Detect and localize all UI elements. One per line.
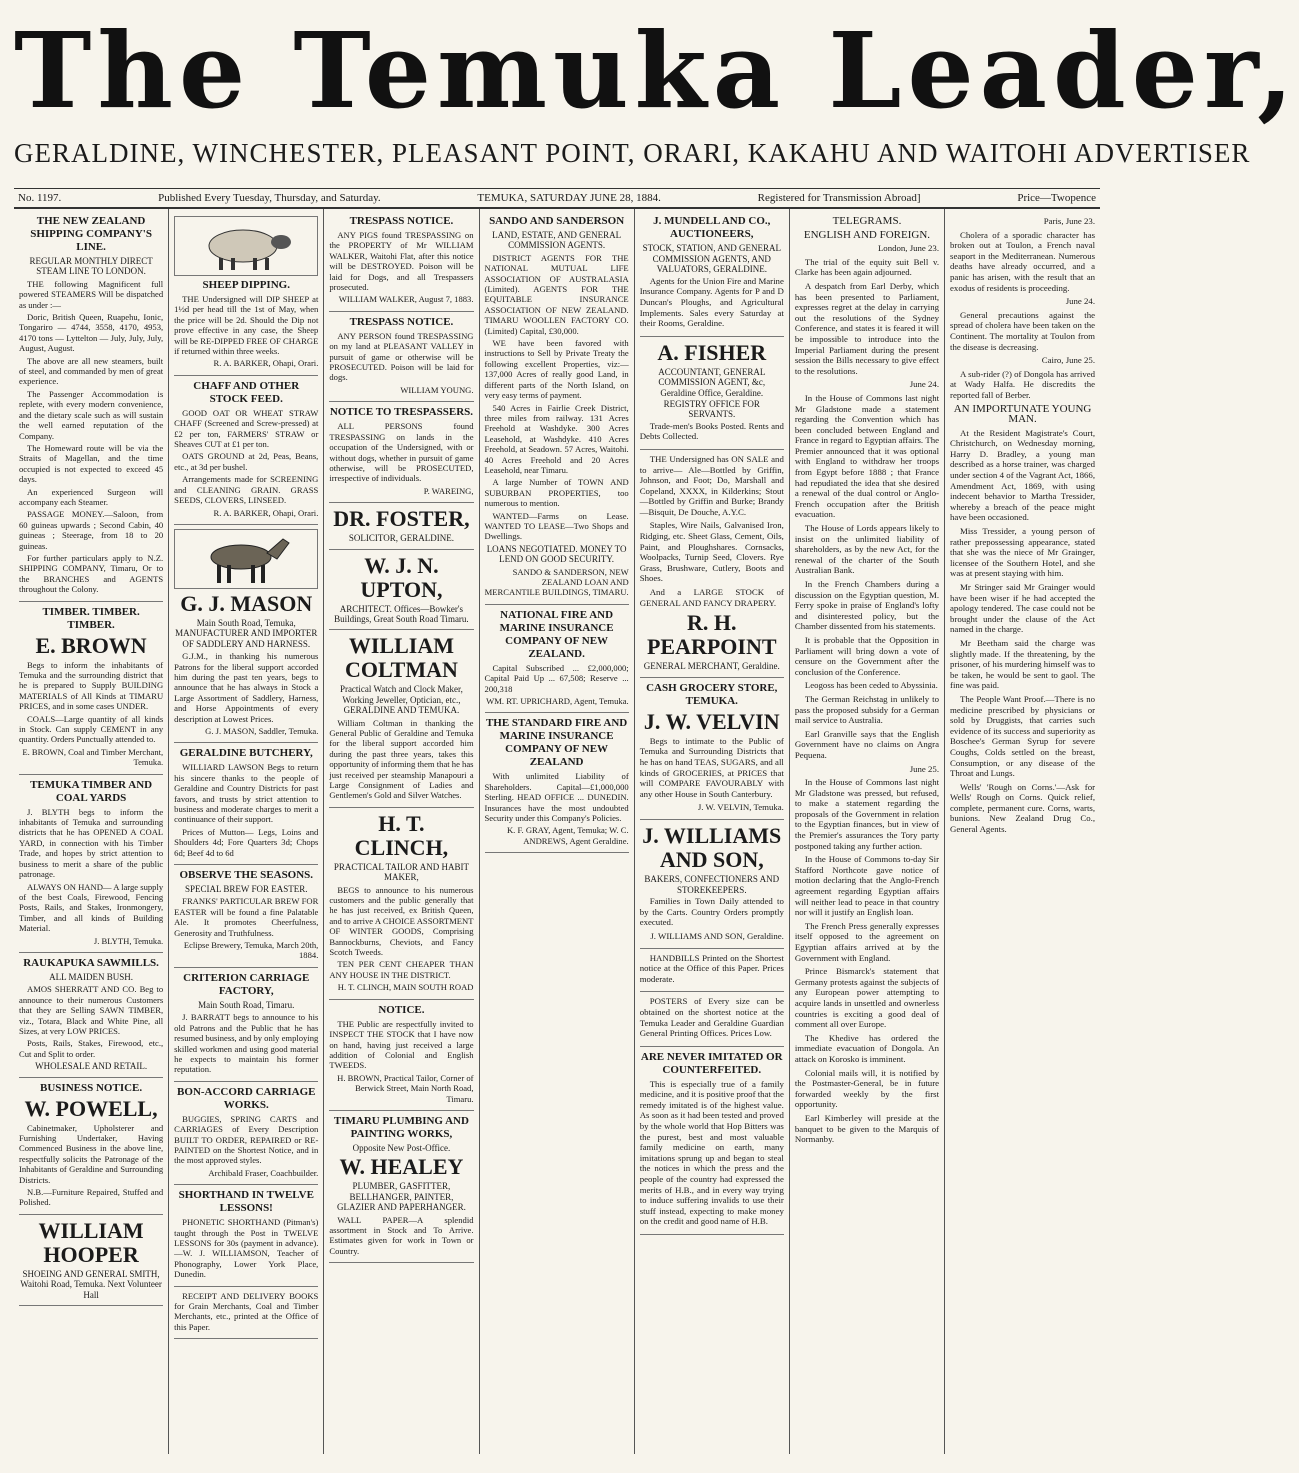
ad-text: GOOD OAT OR WHEAT STRAW CHAFF (Screened and Screw-pressed) at £2 per ton, FARMERS' STRAW or Sheaves CUT at £1 per ton. — [174, 407, 319, 450]
news-paragraph: Earl Granville says that the English Government have no claims on Angra Pequena. — [794, 728, 940, 760]
ad-text: The above are all new steamers, built of steel, and commanded by men of great experience. — [19, 355, 164, 387]
sheep-illustration — [174, 216, 318, 276]
butchery-advert — [174, 747, 318, 865]
ad-text: Begs to intimate to the Public of Temuka and Surrounding Districts that he has on hand TEAS, SUGARS, and all kinds of GROCERIES, at PRICES that will COMPARE FAVOURABLY with any other House in South Canterbury. — [639, 735, 784, 799]
ad-text: With unlimited Liability of Shareholders. Capital—£1,000,000 Sterling. HEAD OFFICE ... DUNEDIN. Insurances have the most undoubted Security under this Company's Policies. — [484, 771, 629, 824]
sawmills-advert — [19, 957, 163, 1078]
masthead — [14, 0, 1299, 188]
ad-subheading: PLUMBER, GASFITTER, BELLHANGER, PAINTER, GLAZIER AND PAPERHANGER. — [336, 1181, 466, 1213]
ad-text: HANDBILLS Printed on the Shortest notice at the Office of this Paper. Prices moderate. — [639, 952, 784, 984]
ad-heading: TRESPASS NOTICE. — [349, 215, 454, 227]
dateline-london: London, June 23. — [877, 243, 940, 254]
ad-heading: NOTICE. — [378, 1003, 425, 1016]
trespass-notice-walker — [329, 215, 473, 312]
ad-signature: G. J. MASON, Saddler, Temuka. — [205, 725, 319, 736]
ad-name: J. WILLIAMS AND SON, — [642, 822, 782, 872]
ad-name: A. FISHER — [657, 339, 767, 365]
solicitor-advert — [329, 507, 473, 549]
newspaper-subtitle: GERALDINE, WINCHESTER, PLEASANT POINT, ORARI, KAKAHU AND WAITOHI ADVERTISER — [14, 138, 1251, 168]
news-date: June 25. — [909, 763, 940, 774]
ad-heading: TRESPASS NOTICE. — [349, 315, 454, 328]
ad-heading: SANDO AND SANDERSON — [489, 215, 625, 227]
ad-signature: J. BLYTH, Temuka. — [93, 935, 164, 946]
column-5 — [635, 209, 790, 1454]
ad-name: WILLIAM COLTMAN — [344, 633, 458, 683]
ad-subheading: SPECIAL BREW FOR EASTER. — [185, 884, 308, 895]
price: Price—Twopence — [1017, 192, 1096, 204]
ad-heading: THE NEW ZEALAND SHIPPING COMPANY'S LINE. — [30, 215, 152, 253]
tailor-advert — [329, 812, 473, 1000]
column-4 — [480, 209, 635, 1454]
news-date: June 24. — [909, 379, 940, 390]
ad-text: Arrangements made for SCREENING and CLEANING GRAIN. GRASS SEEDS, CLOVERS, LINSEED. — [174, 474, 319, 506]
column-3 — [324, 209, 479, 1454]
ad-signature: E. BROWN, Coal and Timber Merchant, Temuka. — [22, 746, 164, 768]
ad-text: A large Number of TOWN AND SUBURBAN PROPERTIES, too numerous to mention. — [484, 477, 629, 509]
ad-text: WE have been favored with instructions to Sell by Private Treaty the following excellent Properties, viz:— 137,000 Acres of really good Land, in different parts of the North Island, on very easy terms of payment. — [484, 338, 629, 401]
ad-text: ALWAYS ON HAND— A large supply of the best Coals, Firewood, Fencing Posts, Rails, and Stakes, Ironmongery, Timber, and all kinds of Building Material. — [19, 881, 164, 934]
ad-subheading: WHOLESALE AND RETAIL. — [35, 1061, 148, 1072]
news-paragraph: Colonial mails will, it is notified by the Postmaster-General, be in future forwarded weekly by the first opportunity. — [794, 1067, 940, 1110]
plumbing-advert — [329, 1115, 473, 1263]
grocery-advert — [640, 682, 784, 820]
hop-bitters-advert — [640, 1051, 784, 1235]
ad-text: TEN PER CENT CHEAPER THAN ANY HOUSE IN THE DISTRICT. — [329, 959, 474, 980]
ad-heading: TEMUKA TIMBER AND COAL YARDS — [30, 778, 153, 804]
ad-signature: J. WILLIAMS AND SON, Geraldine. — [650, 930, 784, 941]
ad-signature: H. T. CLINCH, MAIN SOUTH ROAD — [337, 982, 474, 993]
ad-text: THE following Magnificent full powered STEAMERS Will be dispatched as under :— — [19, 278, 164, 310]
ad-text: AMOS SHERRATT AND CO. Beg to announce to their numerous Customers that they are Selling SAWN TIMBER, viz., Totara, Black and White Pine, all Sizes, at very LOW PRICES. — [19, 984, 164, 1036]
telegrams-heading: TELEGRAMS. — [832, 215, 902, 227]
ad-name: J. W. VELVIN — [643, 708, 780, 734]
news-paragraph: The House of Lords appears likely to insist on the unlimited liability of shareholders, as by the new Act, for the renewal of the charter of the South Australian Bank. — [794, 523, 940, 576]
national-insurance-advert — [485, 609, 629, 714]
ad-text: For further particulars apply to N.Z. SHIPPING COMPANY, Timaru, Or to the BRANCHES and AGENTS throughout the Colony. — [19, 552, 164, 595]
ad-text: G.J.M., in thanking his numerous Patrons for the liberal support accorded him during the past ten years, begs to announce that he has always in Stock a Large Assortment of Saddlery, Harness, and Horse Appointments of every description at Lowest Prices. — [174, 651, 319, 724]
ad-heading: THE STANDARD FIRE AND MARINE INSURANCE COMPANY OF NEW ZEALAND — [485, 717, 628, 769]
news-paragraph: Prince Bismarck's statement that Germany protests against the subjects of any European power attempting to acquire lands in unsettled and ownerless countries is exciting a good deal of comment all over Europe. — [794, 966, 940, 1030]
ad-subheading: SHOEING AND GENERAL SMITH, Waitohi Road, Temuka. Next Volunteer Hall — [20, 1268, 162, 1300]
ad-text: The Homeward route will be via the Straits of Magellan, and the time occupied is not expected to exceed 45 days. — [19, 442, 164, 485]
ad-text: William Coltman in thanking the General Public of Geraldine and Temuka for the liberal support accorded him during the past three years, takes this opportunity of informing them that he has just received per steamship Manapouri a Large Consignment of Ladies and Gentlemen's Gold and Silver Watches. — [329, 717, 474, 801]
carriage-works-advert — [174, 1086, 318, 1185]
dateline — [14, 188, 1100, 209]
ad-text: WANTED—Farms on Lease. WANTED TO LEASE—Two Shops and Dwellings. — [484, 510, 629, 542]
ad-subheading: Practical Watch and Clock Maker, Working Jeweller, Optician, etc., GERALDINE AND TEMUKA. — [339, 684, 463, 716]
ad-text: J. BARRATT begs to announce to his old Patrons and the Public that he has resumed business, and by only employing skilled workmen and using good material he expects to maintain his former reputation. — [174, 1012, 319, 1075]
ad-text: PHONETIC SHORTHAND (Pitman's) taught through the Post in TWELVE LESSONS for 30s (payment in advance).—W. J. WILLIAMSON, Teacher of Phonography, Lower York Place, Dunedin. — [174, 1217, 319, 1280]
sheep-dipping-advert — [174, 216, 318, 376]
horse-icon — [191, 533, 301, 585]
bakers-advert — [640, 824, 784, 949]
ad-heading: CASH GROCERY STORE, TEMUKA. — [646, 681, 778, 707]
ad-text: Families in Town Daily attended to by the Carts. Country Orders promptly executed. — [639, 896, 784, 928]
ad-heading: RAUKAPUKA SAWMILLS. — [23, 956, 159, 969]
ad-name: W. HEALEY — [339, 1154, 464, 1180]
ad-subheading: REGULAR MONTHLY DIRECT STEAM LINE TO LONDON. — [29, 256, 153, 277]
business-notice-advert — [19, 1082, 163, 1215]
news-paragraph: Cholera of a sporadic character has broken out at Toulon, a French naval seaport in the Mediterranean. Numerous deaths have already occurred, and a panic has arisen, with the result that an exodus of residents is proceeding. — [950, 229, 1096, 293]
ad-subheading: Main South Road, Temuka, MANUFACTURER AND IMPORTER OF SADDLERY AND HARNESS. — [175, 617, 318, 649]
news-paragraph: The People Want Proof.—There is no medicine prescribed by physicians or sold by Druggists, that carries such evidence of its success and superiority as Boschee's German Syrup for severe Coughs, Colds settled on the breast, Consumption, or any disease of the Throat and Lungs. — [950, 693, 1096, 779]
column-1 — [14, 209, 169, 1454]
news-paragraph: A despatch from Earl Derby, which has been presented to Parliament, expresses regret at the delay in carrying out the resolutions of the Sydney Conference, and states it is feared it will be impossible to introduce into the Imperial Parliament during the present session the Bills necessary to give effect to the resolutions. — [794, 280, 940, 376]
ad-text: J. BLYTH begs to inform the inhabitants of Temuka and surrounding districts that he has OPENED A COAL YARD, in connection with his Timber Trade, and hopes by strict attention to business to merit a share of the public patronage. — [19, 806, 164, 880]
ad-text: WILLIARD LAWSON Begs to return his sincere thanks to the people of Geraldine and Country Districts for past favors, and trusts by strict attention to business and moderate charges to merit a continuance of their support. — [174, 762, 319, 825]
ad-text: PASSAGE MONEY.—Saloon, from 60 guineas upwards ; Second Cabin, 40 guineas ; Steerage, from 18 to 20 guineas. — [19, 509, 164, 551]
ad-heading: ARE NEVER IMITATED OR COUNTERFEITED. — [640, 1050, 783, 1076]
ad-text: N.B.—Furniture Repaired, Stuffed and Polished. — [19, 1187, 164, 1208]
ad-text: DISTRICT AGENTS FOR THE NATIONAL MUTUAL LIFE ASSOCIATION OF AUSTRALASIA (Limited). AGENTS FOR THE EQUITABLE INSURANCE ASSOCIATION OF NEW ZEALAND. TIMARU WOOLLEN FACTORY CO. (Limited) Capital, £30,000. — [484, 252, 629, 336]
saddlery-advert — [174, 529, 318, 743]
ad-text: BEGS to announce to his numerous customers and the public generally that he has just received, ex British Queen, and to arrive A CHOICE ASSORTMENT OF WINTER GOODS, Comprising Bannockburns, Cheviots, and Fancy Scotch Tweeds. — [329, 884, 474, 958]
ad-signature: WM. RT. UPRICHARD, Agent, Temuka. — [486, 696, 629, 707]
ad-text: COALS—Large quantity of all kinds in Stock. Can supply CEMENT in any quantity. Orders Punctually attended to. — [19, 713, 164, 745]
accountant-advert — [640, 341, 784, 450]
news-date: June 24. — [1065, 296, 1096, 307]
ad-text: Begs to inform the inhabitants of Temuka and the surrounding district that he is prepared to Supply BUILDING MATERIALS of All Kinds at TIMARU PRICES, and in some cases UNDER. — [19, 659, 164, 712]
ad-signature: Archibald Fraser, Coachbuilder. — [208, 1167, 319, 1178]
ad-signature: Eclipse Brewery, Temuka, March 20th, 1884. — [183, 940, 319, 961]
ad-signature: WILLIAM YOUNG. — [400, 384, 474, 395]
ad-name: R. H. PEARPOINT — [646, 610, 777, 660]
ad-text: Staples, Wire Nails, Galvanised Iron, Ridging, etc. Sheet Glass, Cement, Oils, Paint, and Ploughshares. Cornsacks, Woolpacks, Turnip Seed, Clovers. Rye Grass, Brushware, Cutlery, Boots and Shoes. — [639, 520, 784, 584]
column-2 — [169, 209, 324, 1454]
posters-advert — [640, 996, 784, 1046]
ad-text: And a LARGE STOCK of GENERAL AND FANCY DRAPERY. — [639, 587, 784, 608]
receipt-books-advert — [174, 1291, 318, 1340]
article-heading: AN IMPORTUNATE YOUNG MAN. — [953, 402, 1092, 426]
ad-name: G. J. MASON — [180, 590, 313, 616]
news-paragraph: In the House of Commons last night Mr Gladstone made a statement regarding the Convention which has been concluded between England and France in regard to Egyptian affairs. The Premier announced that it was optional with England to withdraw her troops from Egypt before 1888 ; that France had repudiated the idea that she desired a renewal of the dual control or Anglo-French occupation after the British evacuation. — [794, 392, 940, 520]
architect-advert — [329, 554, 473, 631]
news-paragraph: The German Reichstag in unlikely to pass the proposed subsidy for a German mail service to Australia. — [794, 693, 940, 726]
column-7 — [945, 209, 1100, 1454]
ad-text: THE Undersigned has ON SALE and to arrive— Ale—Bottled by Griffin, Johnson, and Foot; Do, Marshall and Copeland, XXXX, in Kilderkins; Stout—Bottled by Griffin and Burke; Brandy—Bisquit, De Douche, A.Y.C. — [639, 453, 784, 517]
ad-heading: NATIONAL FIRE AND MARINE INSURANCE COMPANY OF NEW ZEALAND. — [499, 608, 614, 660]
ad-text: This is especially true of a family medicine, and it is positive proof that the remedy imitated is of the highest value. As soon as it had been tested and proved by the whole world that Hop Bitters was the purest, best and most valuable family medicine on earth, many imitations sprung up and began to steal the notices in which the press and the people of the country had expressed the merits of H.B., and in every way trying to induce suffering invalids to use their stuff instead, expecting to make money on the credit and good name of H.B. — [639, 1078, 784, 1227]
sheep-icon — [191, 220, 301, 272]
ad-text: THE Public are respectfully invited to INSPECT THE STOCK that I have now on hand, having just received a large addition of Colonial and English TWEEDS. — [329, 1018, 474, 1071]
news-paragraph: The Khedive has ordered the immediate evacuation of Dongola. An attack on Korosko is imminent. — [794, 1032, 940, 1064]
ad-text: Doric, British Queen, Ruapehu, Ionic, Tongariro — 4744, 3558, 4170, 4953, 4170 tons — Lyttelton — July, July, July, August, August. — [19, 312, 164, 354]
ad-heading: BON-ACCORD CARRIAGE WORKS. — [177, 1085, 316, 1111]
ad-subheading: STOCK, STATION, AND GENERAL COMMISSION AGENTS, AND VALUATORS, GERALDINE. — [642, 243, 781, 275]
ad-subheading: ARCHITECT. Offices—Bowker's Buildings, Great South Road Timaru. — [334, 603, 469, 624]
news-paragraph: In the House of Commons last night Mr Gladstone was pressed, but refused, to make a statement regarding the proposals of the Government in relation to the Egyptian finances, but in view of the Premier's assurances the Tory party postponed taking any further action. — [794, 777, 940, 851]
ad-subheading: PRACTICAL TAILOR AND HABIT MAKER, — [333, 861, 469, 883]
news-paragraph: In the French Chambers during a discussion on the Egyptian question, M. Ferry spoke in praise of England's lofty and disinterested policy, but the Chamber dissented from his statements. — [794, 579, 940, 632]
ad-text: Posts, Rails, Stakes, Firewood, etc., Cut and Split to order. — [19, 1038, 164, 1059]
ad-text: An experienced Surgeon will accompany each Steamer. — [19, 486, 164, 507]
handbills-advert — [640, 953, 784, 993]
registration-note: Registered for Transmission Abroad] — [757, 192, 921, 204]
news-paragraph: Miss Tressider, a young person of rather prepossessing appearance, stated that she was the niece of Mr Grainger, licensee of the Southern Hotel, and she was at present staying with him. — [950, 526, 1096, 579]
news-paragraph: Earl Kimberley will preside at the banquet to be given to the Marquis of Normanby. — [794, 1112, 940, 1145]
ad-heading: J. MUNDELL AND CO., AUCTIONEERS, — [653, 215, 771, 240]
ad-subheading: LOANS NEGOTIATED. MONEY TO LEND ON GOOD SECURITY. — [486, 543, 627, 565]
dateline-paris: Paris, June 23. — [1043, 216, 1096, 226]
horse-illustration — [174, 529, 318, 589]
ad-signature: R. A. BARKER, Ohapi, Orari. — [213, 358, 319, 369]
ad-signature: P. WAREING, — [423, 485, 474, 496]
ad-text: ANY PIGS found TRESPASSING on the PROPERTY of Mr WILLIAM WALKER, Waitohi Flat, after this notice will be DESTROYED. Poison will be laid for Dogs, and all Trespassers prosecuted. — [329, 230, 474, 293]
ad-text: Capital Subscribed ... £2,000,000; Capital Paid Up ... 67,508; Reserve ... 200,318 — [484, 662, 629, 694]
ad-subheading: GENERAL MERCHANT, Geraldine. — [643, 661, 780, 672]
ad-subheading: Opposite New Post-Office. — [352, 1142, 451, 1153]
ad-text: POSTERS of Every size can be obtained on the shortest notice at the Temuka Leader and Geraldine Guardian General Printing Offices. Prices Low. — [639, 996, 784, 1039]
shorthand-advert — [174, 1189, 318, 1286]
ad-name: H. T. CLINCH, — [354, 810, 449, 860]
ad-subheading: ACCOUNTANT, GENERAL COMMISSION AGENT, &c, Geraldine Office, Geraldine. REGISTRY OFFICE FOR SERVANTS. — [658, 366, 766, 420]
news-paragraph: At the Resident Magistrate's Court, Christchurch, on Wednesday morning, Harry D. Bradley, a young man described as a horse trainer, was charged under section 4 of the Vagrant Act, 1866, Amendment Act, 1869, with using indecent behavior to Martha Tressider, whereby a breach of the peace might have been occasioned. — [950, 427, 1096, 523]
ad-heading: SHEEP DIPPING. — [202, 279, 290, 291]
shipping-advert — [19, 215, 163, 602]
ad-subheading: Main South Road, Timaru. — [198, 999, 295, 1010]
smith-advert — [19, 1219, 163, 1306]
timber-advert — [19, 606, 163, 775]
coal-yards-advert — [19, 779, 163, 953]
ad-text: BUGGIES, SPRING CARTS and CARRIAGES of Every Description BUILT TO ORDER, REPAIRED or RE-PAINTED on the Shortest Notice, and in the most approved styles. — [174, 1113, 319, 1166]
ad-name: WILLIAM HOOPER — [38, 1217, 144, 1267]
ad-name: W. J. N. UPTON, — [360, 552, 443, 602]
news-paragraph: A sub-rider (?) of Dongola has arrived at Wady Halfa. He discredits the reported fall of Berber. — [950, 368, 1096, 400]
ad-text: Prices of Mutton— Legs, Loins and Shoulders 4d; Fore Quarters 3d; Chops 6d; Beef 4d to 6d — [174, 826, 319, 858]
ad-text: THE Undersigned will DIP SHEEP at 1½d per head till the 1st of May, when the price will be 2d. Should the Dip not prove effective in any case, the Sheep will be RE-DIPPED FREE OF CHARGE if returned within three weeks. — [174, 294, 319, 357]
ad-subheading: LAND, ESTATE, AND GENERAL COMMISSION AGENTS. — [492, 230, 622, 251]
ad-text: ALL PERSONS found TRESPASSING on lands in the occupation of the Undersigned, with or without dogs, whether in pursuit of game otherwise, will be PROSECUTED, irrespective of individuals. — [329, 421, 474, 484]
ad-heading: SHORTHAND IN TWELVE LESSONS! — [178, 1189, 314, 1215]
news-paragraph: The French Press generally expresses itself opposed to the agreement on Egyptian affairs arrived at by the Government with England. — [794, 920, 940, 963]
ad-signature: WILLIAM WALKER, August 7, 1883. — [338, 294, 474, 305]
notice-to-trespassers — [329, 406, 473, 503]
ad-signature: R. A. BARKER, Ohapi, Orari. — [213, 507, 319, 518]
ad-heading: OBSERVE THE SEASONS. — [179, 869, 314, 882]
brewery-advert — [174, 869, 318, 968]
ad-signature: J. W. VELVIN, Temuka. — [697, 802, 784, 813]
ad-text: FRANKS' PARTICULAR BREW FOR EASTER will be found a fine Palatable Ale. It promotes Cheerfulness, Generosity and Truthfulness. — [174, 896, 319, 938]
ad-heading: TIMARU PLUMBING AND PAINTING WORKS, — [333, 1114, 469, 1140]
news-paragraph: In the House of Commons to-day Sir Stafford Northcote gave notice of motion declaring that the Anglo-French agreement regarding Egyptian affairs will neither lead to peace in that country nor will it justify an English loan. — [794, 854, 940, 918]
auctioneers-advert — [640, 215, 784, 337]
ad-signature: SANDO & SANDERSON, NEW ZEALAND LOAN AND MERCANTILE BUILDINGS, TIMARU. — [484, 566, 629, 598]
publication-schedule: Published Every Tuesday, Thursday, and Saturday. — [158, 192, 381, 204]
carriage-factory-advert — [174, 972, 318, 1082]
ad-text: ANY PERSON found TRESPASSING on my land at PLEASANT VALLEY in pursuit of game or otherwise will be PROSECUTED. Poison will be laid for dogs. — [329, 330, 474, 383]
columns — [14, 209, 1100, 1454]
general-merchant-advert — [640, 454, 784, 678]
issue-date: TEMUKA, SATURDAY JUNE 28, 1884. — [477, 192, 661, 204]
trespass-notice-young — [329, 316, 473, 402]
issue-number: No. 1197. — [18, 192, 62, 204]
ad-name: DR. FOSTER, — [333, 506, 470, 532]
news-paragraph: Leogoss has been ceded to Abyssinia. — [804, 680, 938, 691]
ad-text: RECEIPT AND DELIVERY BOOKS for Grain Merchants, Coal and Timber Merchants, etc., printed at the Office of this Paper. — [174, 1290, 319, 1332]
ad-heading: CHAFF AND OTHER STOCK FEED. — [193, 379, 300, 405]
ad-heading: TIMBER. TIMBER. TIMBER. — [42, 605, 140, 631]
news-paragraph: It is probable that the Opposition in Parliament will bring down a vote of censure on the Government after the conclusion of the Conference. — [794, 634, 940, 677]
chaff-advert — [174, 380, 318, 525]
news-paragraph: General precautions against the spread of cholera have been taken on the Continent. The mortality at Toulon from the disease is decreasing. — [950, 309, 1096, 352]
ad-subheading: BAKERS, CONFECTIONERS AND STOREKEEPERS. — [644, 873, 780, 895]
ad-text: Trade-men's Books Posted. Rents and Debts Collected. — [639, 420, 784, 442]
standard-insurance-advert — [485, 717, 629, 853]
newspaper-title: The Temuka Leader, — [14, 9, 1299, 132]
telegrams-subheading: ENGLISH AND FOREIGN. — [803, 228, 931, 241]
ad-text: Agents for the Union Fire and Marine Insurance Company. Agents for P and D Duncan's Ploughs, and Agricultural Implements. Sales every Saturday at their Rooms, Geraldine. — [639, 275, 784, 329]
ad-text: Cabinetmaker, Upholsterer and Furnishing Undertaker, Having Commenced Business in the above line, respectfully solicits the Patronage of the Inhabitants of Geraldine and Surrounding Districts. — [19, 1122, 164, 1185]
land-agents-advert — [485, 215, 629, 605]
watchmaker-advert — [329, 634, 473, 807]
ad-text: OATS GROUND at 2d, Peas, Beans, etc., at 3d per bushel. — [174, 451, 319, 472]
ad-subheading: ALL MAIDEN BUSH. — [49, 971, 134, 982]
ad-heading: NOTICE TO TRESPASSERS. — [329, 406, 474, 419]
dateline-cairo: Cairo, June 25. — [1041, 355, 1096, 366]
news-paragraph: Mr Stringer said Mr Grainger would have been wiser if he had accepted the apology tendered. The case could not be brought under the clause of the Act named in the charge. — [950, 582, 1096, 635]
ad-signature: K. F. GRAY, Agent, Temuka; W. C. ANDREWS, Agent Geraldine. — [506, 825, 629, 846]
ad-text: WALL PAPER—A splendid assortment in Stock and To Arrive. Estimates given for work in Town or Country. — [329, 1214, 474, 1256]
news-paragraph: Mr Beetham said the charge was slightly made. If the threatening, by the prisoner, of his murdering himself was to be taken, he would be sent to gaol. The fine was paid. — [950, 637, 1096, 691]
ad-heading: BUSINESS NOTICE. — [40, 1081, 143, 1094]
notice-advert — [329, 1004, 473, 1111]
ad-text: 540 Acres in Fairlie Creek District, three miles from railway. 131 Acres Freehold at Washdyke. 300 Acres Leasehold, at Washdyke. 410 Acres Freehold, at Seadown. 57 Acres, Waitohi. 40 Acres Freehold and 20 Acres Leasehold, near Timaru. — [484, 402, 629, 475]
ad-name: E. BROWN — [35, 632, 147, 658]
ad-text: The Passenger Accommodation is replete, with every modern convenience, and the dietary scale such as will sustain the well earned reputation of the Company. — [19, 388, 164, 441]
news-paragraph: The trial of the equity suit Bell v. Clarke has been again adjourned. — [794, 256, 940, 278]
ad-heading: CRITERION CARRIAGE FACTORY, — [183, 971, 310, 997]
ad-heading: GERALDINE BUTCHERY, — [179, 747, 313, 760]
ad-name: W. POWELL, — [24, 1095, 158, 1121]
ad-signature: H. BROWN, Practical Tailor, Corner of Berwick Street, Main North Road, Timaru. — [337, 1072, 474, 1104]
news-paragraph: Wells' 'Rough on Corns.'—Ask for Wells' Rough on Corns. Quick relief, complete, permanent cure. Corns, warts, bunions. New Zealand Drug Co., General Agents. — [950, 781, 1096, 835]
column-6 — [790, 209, 945, 1454]
ad-subheading: SOLICITOR, GERALDINE. — [348, 533, 454, 544]
